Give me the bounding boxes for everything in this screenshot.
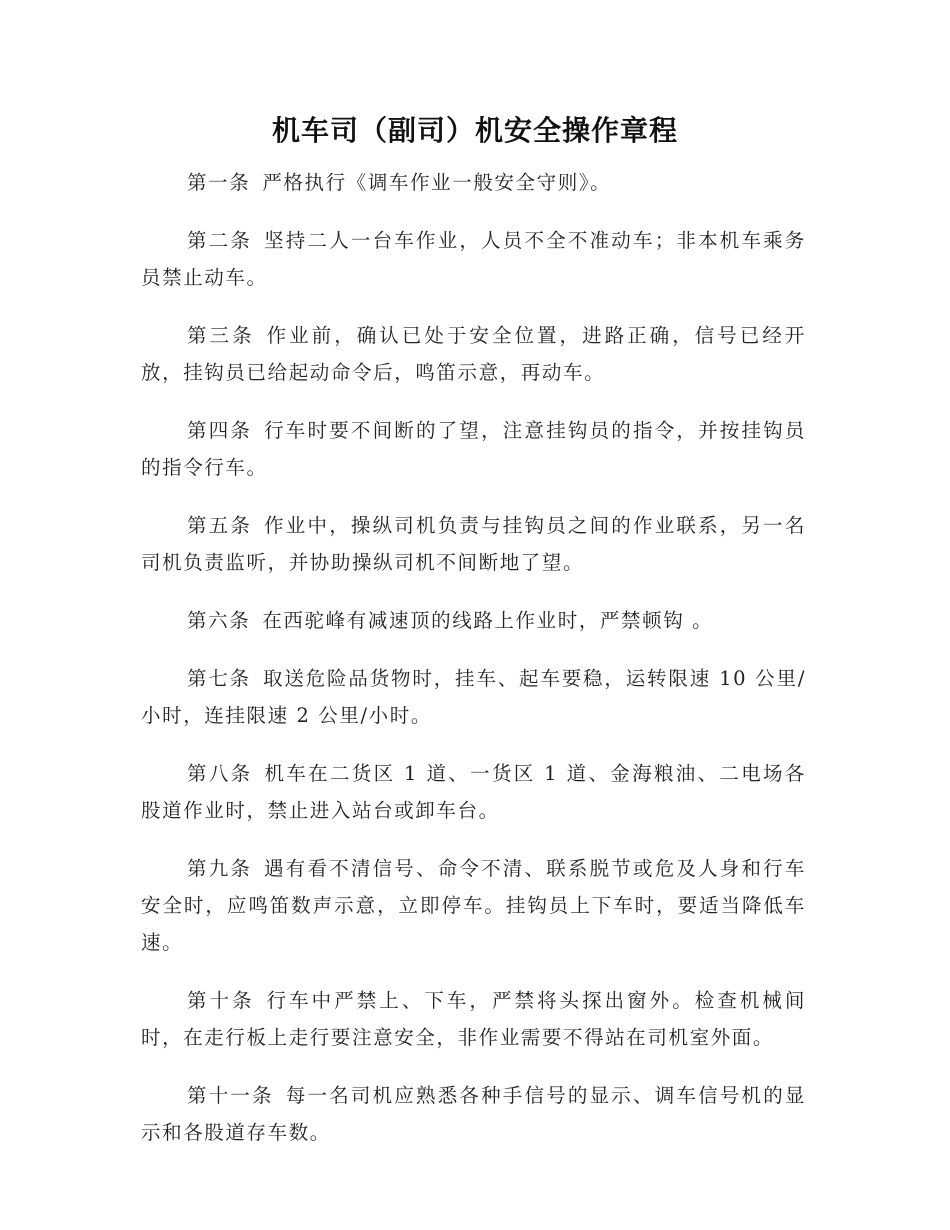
article-text: 作业前，确认已处于安全位置，进路正确，信号已经开放，挂钩员已给起动命令后，鸣笛示意，再动车。 — [141, 324, 806, 384]
article-number: 第二条 — [187, 229, 253, 252]
article-number: 第六条 — [187, 609, 251, 632]
article-text: 机车在二货区 1 道、一货区 1 道、金海粮油、二电场各股道作业时，禁止进入站台或卸车台。 — [141, 762, 806, 822]
article-number: 第十一条 — [187, 1084, 274, 1107]
article-text: 行车中严禁上、下车，严禁将头探出窗外。检查机械间时，在走行板上走行要注意安全，非作业需要不得站在司机室外面。 — [141, 989, 806, 1049]
article-number: 第十条 — [187, 989, 255, 1012]
article-8 — [141, 755, 806, 829]
article-text: 行车时要不间断的了望，注意挂钩员的指令，并按挂钩员的指令行车。 — [141, 419, 806, 479]
article-10 — [141, 982, 806, 1056]
article-7 — [141, 660, 806, 734]
article-number: 第四条 — [187, 419, 253, 442]
article-number: 第三条 — [187, 324, 255, 347]
article-text: 遇有看不清信号、命令不清、联系脱节或危及人身和行车安全时，应鸣笛数声示意，立即停车。挂钩员上下车时，要适当降低车速。 — [141, 857, 806, 954]
article-list — [141, 164, 806, 1172]
article-number: 第七条 — [187, 667, 252, 690]
article-text: 作业中，操纵司机负责与挂钩员之间的作业联系，另一名司机负责监听，并协助操纵司机不间断地了望。 — [141, 514, 806, 574]
article-11 — [141, 1077, 806, 1151]
article-number: 第九条 — [187, 857, 253, 880]
article-text: 坚持二人一台车作业，人员不全不准动车；非本机车乘务员禁止动车。 — [141, 229, 806, 289]
article-9 — [141, 850, 806, 961]
article-text: 每一名司机应熟悉各种手信号的显示、调车信号机的显示和各股道存车数。 — [141, 1084, 807, 1144]
article-text: 严格执行《调车作业一般安全守则》。 — [262, 171, 612, 194]
article-6 — [141, 602, 806, 639]
article-text: 取送危险品货物时，挂车、起车要稳，运转限速 10 公里/小时，连挂限速 2 公里/小时。 — [141, 667, 806, 727]
article-2 — [141, 222, 806, 296]
article-text: 在西驼峰有减速顶的线路上作业时，严禁顿钩 。 — [262, 609, 714, 632]
article-5 — [141, 507, 806, 581]
article-number: 第一条 — [187, 171, 251, 194]
article-3 — [141, 317, 806, 391]
article-number: 第八条 — [187, 762, 253, 785]
article-number: 第五条 — [187, 514, 253, 537]
article-4 — [141, 412, 806, 486]
document-title: 机车司（副司）机安全操作章程 — [271, 114, 678, 147]
article-1 — [141, 164, 806, 201]
